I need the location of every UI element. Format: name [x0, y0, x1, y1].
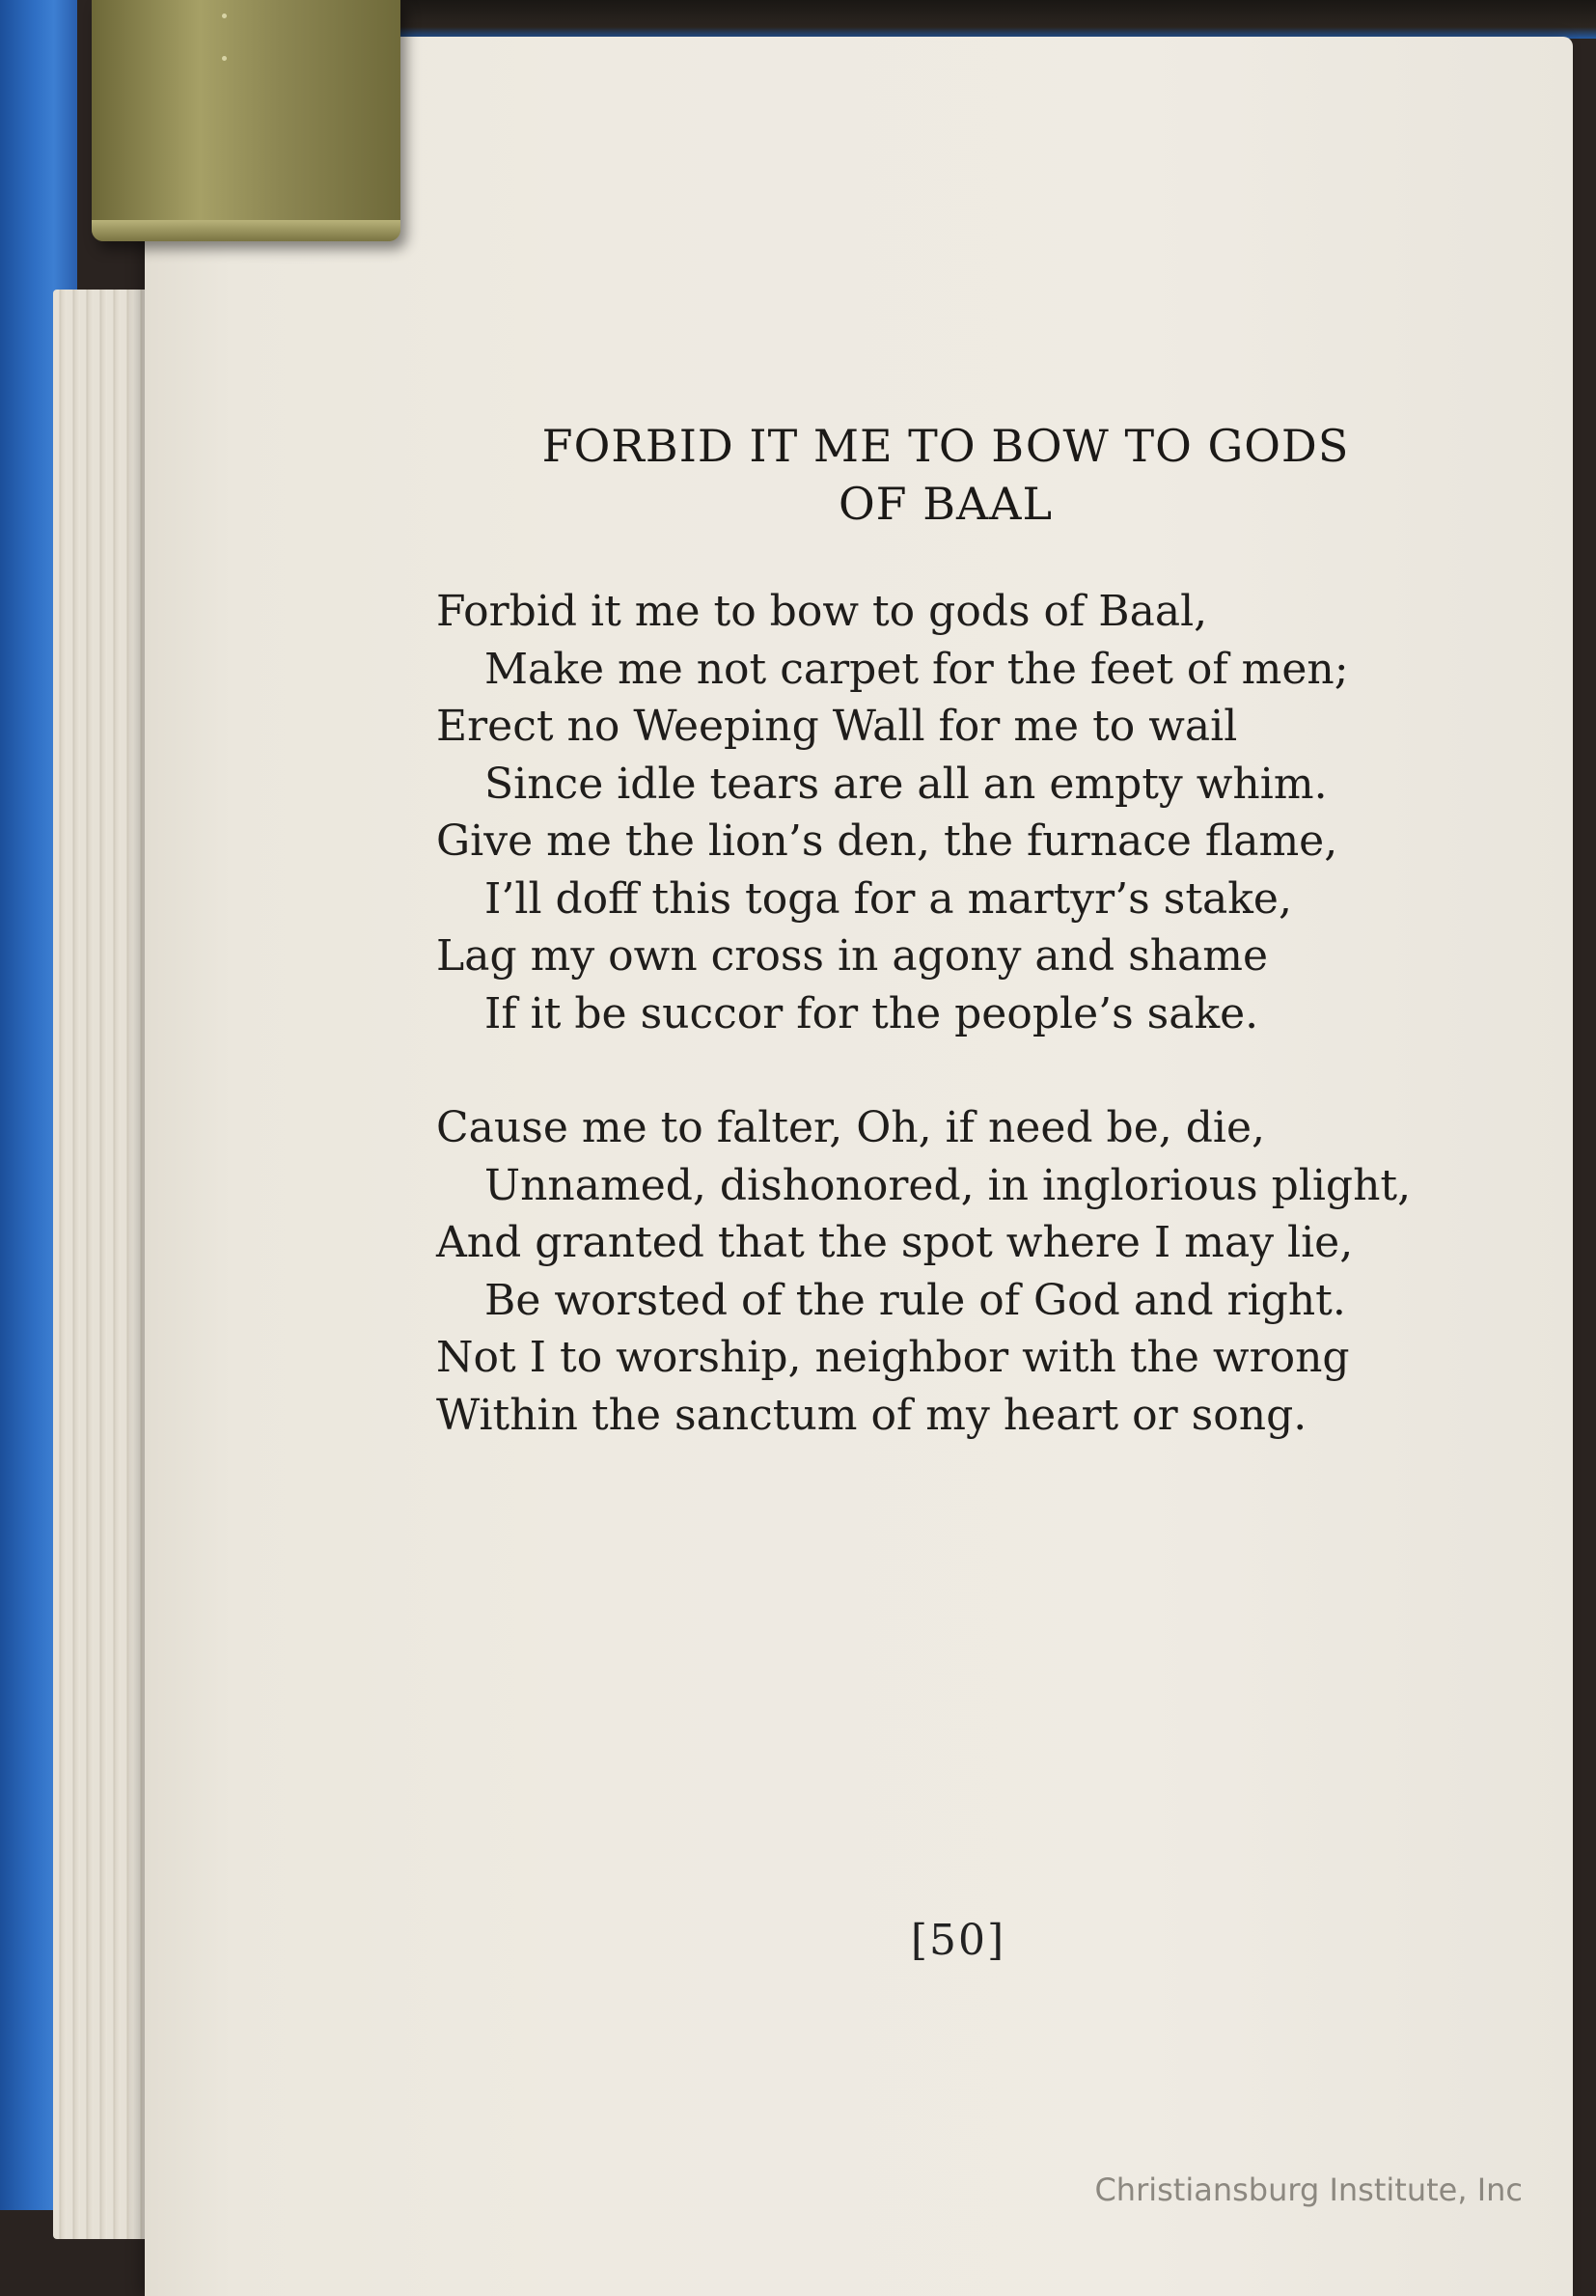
poem-title-line: OF BAAL: [838, 478, 1054, 530]
poem-line: Give me the lion’s den, the furnace flame,: [436, 816, 1338, 866]
poem-line: Cause me to falter, Oh, if need be, die,: [436, 1103, 1265, 1152]
clip-rivet: [222, 56, 227, 61]
poem-line: Unnamed, dishonored, in inglorious plight,: [484, 1160, 1412, 1210]
poem-line: Not I to worship, neighbor with the wrong: [436, 1333, 1350, 1382]
poem-line: Forbid it me to bow to gods of Baal,: [436, 587, 1208, 636]
brass-clip: [92, 0, 400, 241]
poem-line: I’ll doff this toga for a martyr’s stake,: [484, 873, 1292, 924]
clip-rivet: [222, 14, 227, 18]
page-number: [50]: [910, 1916, 1006, 1965]
poem-title-line: FORBID IT ME TO BOW TO GODS: [541, 420, 1350, 472]
clip-lip: [92, 220, 400, 241]
poem-line: And granted that the spot where I may lie,: [436, 1218, 1354, 1267]
poem-line: Make me not carpet for the feet of men;: [484, 644, 1349, 694]
stanza-2: [436, 1099, 1420, 1444]
poem-line: Erect no Weeping Wall for me to wail: [436, 702, 1238, 751]
watermark: Christiansburg Institute, Inc: [1094, 2172, 1523, 2208]
poem-line: Within the sanctum of my heart or song.: [436, 1390, 1307, 1440]
poem-line: Since idle tears are all an empty whim.: [484, 759, 1328, 809]
poem-line: Lag my own cross in agony and shame: [436, 931, 1269, 981]
stanza-1: [436, 583, 1420, 1042]
poem-line: If it be succor for the people’s sake.: [484, 988, 1259, 1038]
poem-body: [436, 583, 1420, 1444]
poem-title: [415, 417, 1476, 533]
poem-line: Be worsted of the rule of God and right.: [484, 1275, 1346, 1325]
book-cover-top: [386, 0, 1596, 39]
